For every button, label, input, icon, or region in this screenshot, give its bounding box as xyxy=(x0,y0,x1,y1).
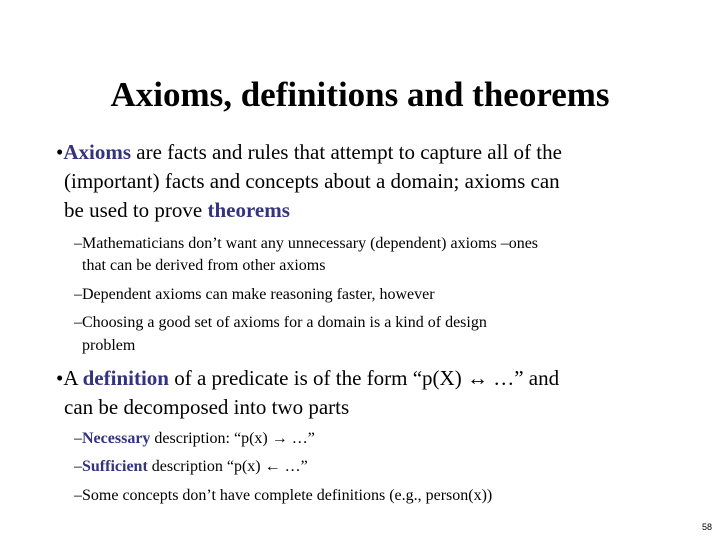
bullet-axioms-line-1 xyxy=(56,138,676,167)
sub-bullet-incomplete-definitions: –Some concepts don’t have complete definitions (e.g., person(x)) xyxy=(74,487,493,504)
sub-bullet-1-line-1: –Mathematicians don’t want any unnecessary (dependent) axioms –ones xyxy=(74,235,539,252)
bullet-text: be used to prove xyxy=(64,198,208,222)
bullet-definition-line-2: can be decomposed into two parts xyxy=(64,395,350,419)
keyword-necessary: Necessary xyxy=(82,430,151,447)
keyword-axioms: Axioms xyxy=(63,140,132,164)
bullet-marker: • xyxy=(56,366,64,390)
sub-bullet-necessary xyxy=(74,427,694,450)
sub-bullet-sufficient xyxy=(74,455,694,478)
sub-bullet-text: description “p(x) ← …” xyxy=(147,458,308,475)
sub-bullet-1-line-2: that can be derived from other axioms xyxy=(82,257,326,274)
bullet-definition-line-1 xyxy=(56,364,676,393)
dash: – xyxy=(74,430,82,447)
sub-bullet-2-line-1: –Dependent axioms can make reasoning faster, however xyxy=(74,286,435,303)
bullet-axioms-line-3 xyxy=(64,196,684,225)
sub-bullet-text: description: “p(x) → …” xyxy=(150,430,315,447)
sub-bullet-3-line-2: problem xyxy=(82,337,136,354)
slide-title: Axioms, definitions and theorems xyxy=(110,75,610,114)
bullet-text: of a predicate is of the form “p(X) ↔ …” and xyxy=(168,366,560,390)
bullet-text: are facts and rules that attempt to capture all of the xyxy=(131,140,562,164)
bullet-marker: • xyxy=(56,140,64,164)
keyword-theorems: theorems xyxy=(207,198,290,222)
keyword-sufficient: Sufficient xyxy=(82,458,148,475)
bullet-axioms-line-2: (important) facts and concepts about a domain; axioms can xyxy=(64,169,560,193)
bullet-text: A xyxy=(63,366,83,390)
page-number: 58 xyxy=(701,522,712,532)
keyword-definition: definition xyxy=(82,366,169,390)
sub-bullet-3-line-1: –Choosing a good set of axioms for a domain is a kind of design xyxy=(74,314,487,331)
dash: – xyxy=(74,458,82,475)
